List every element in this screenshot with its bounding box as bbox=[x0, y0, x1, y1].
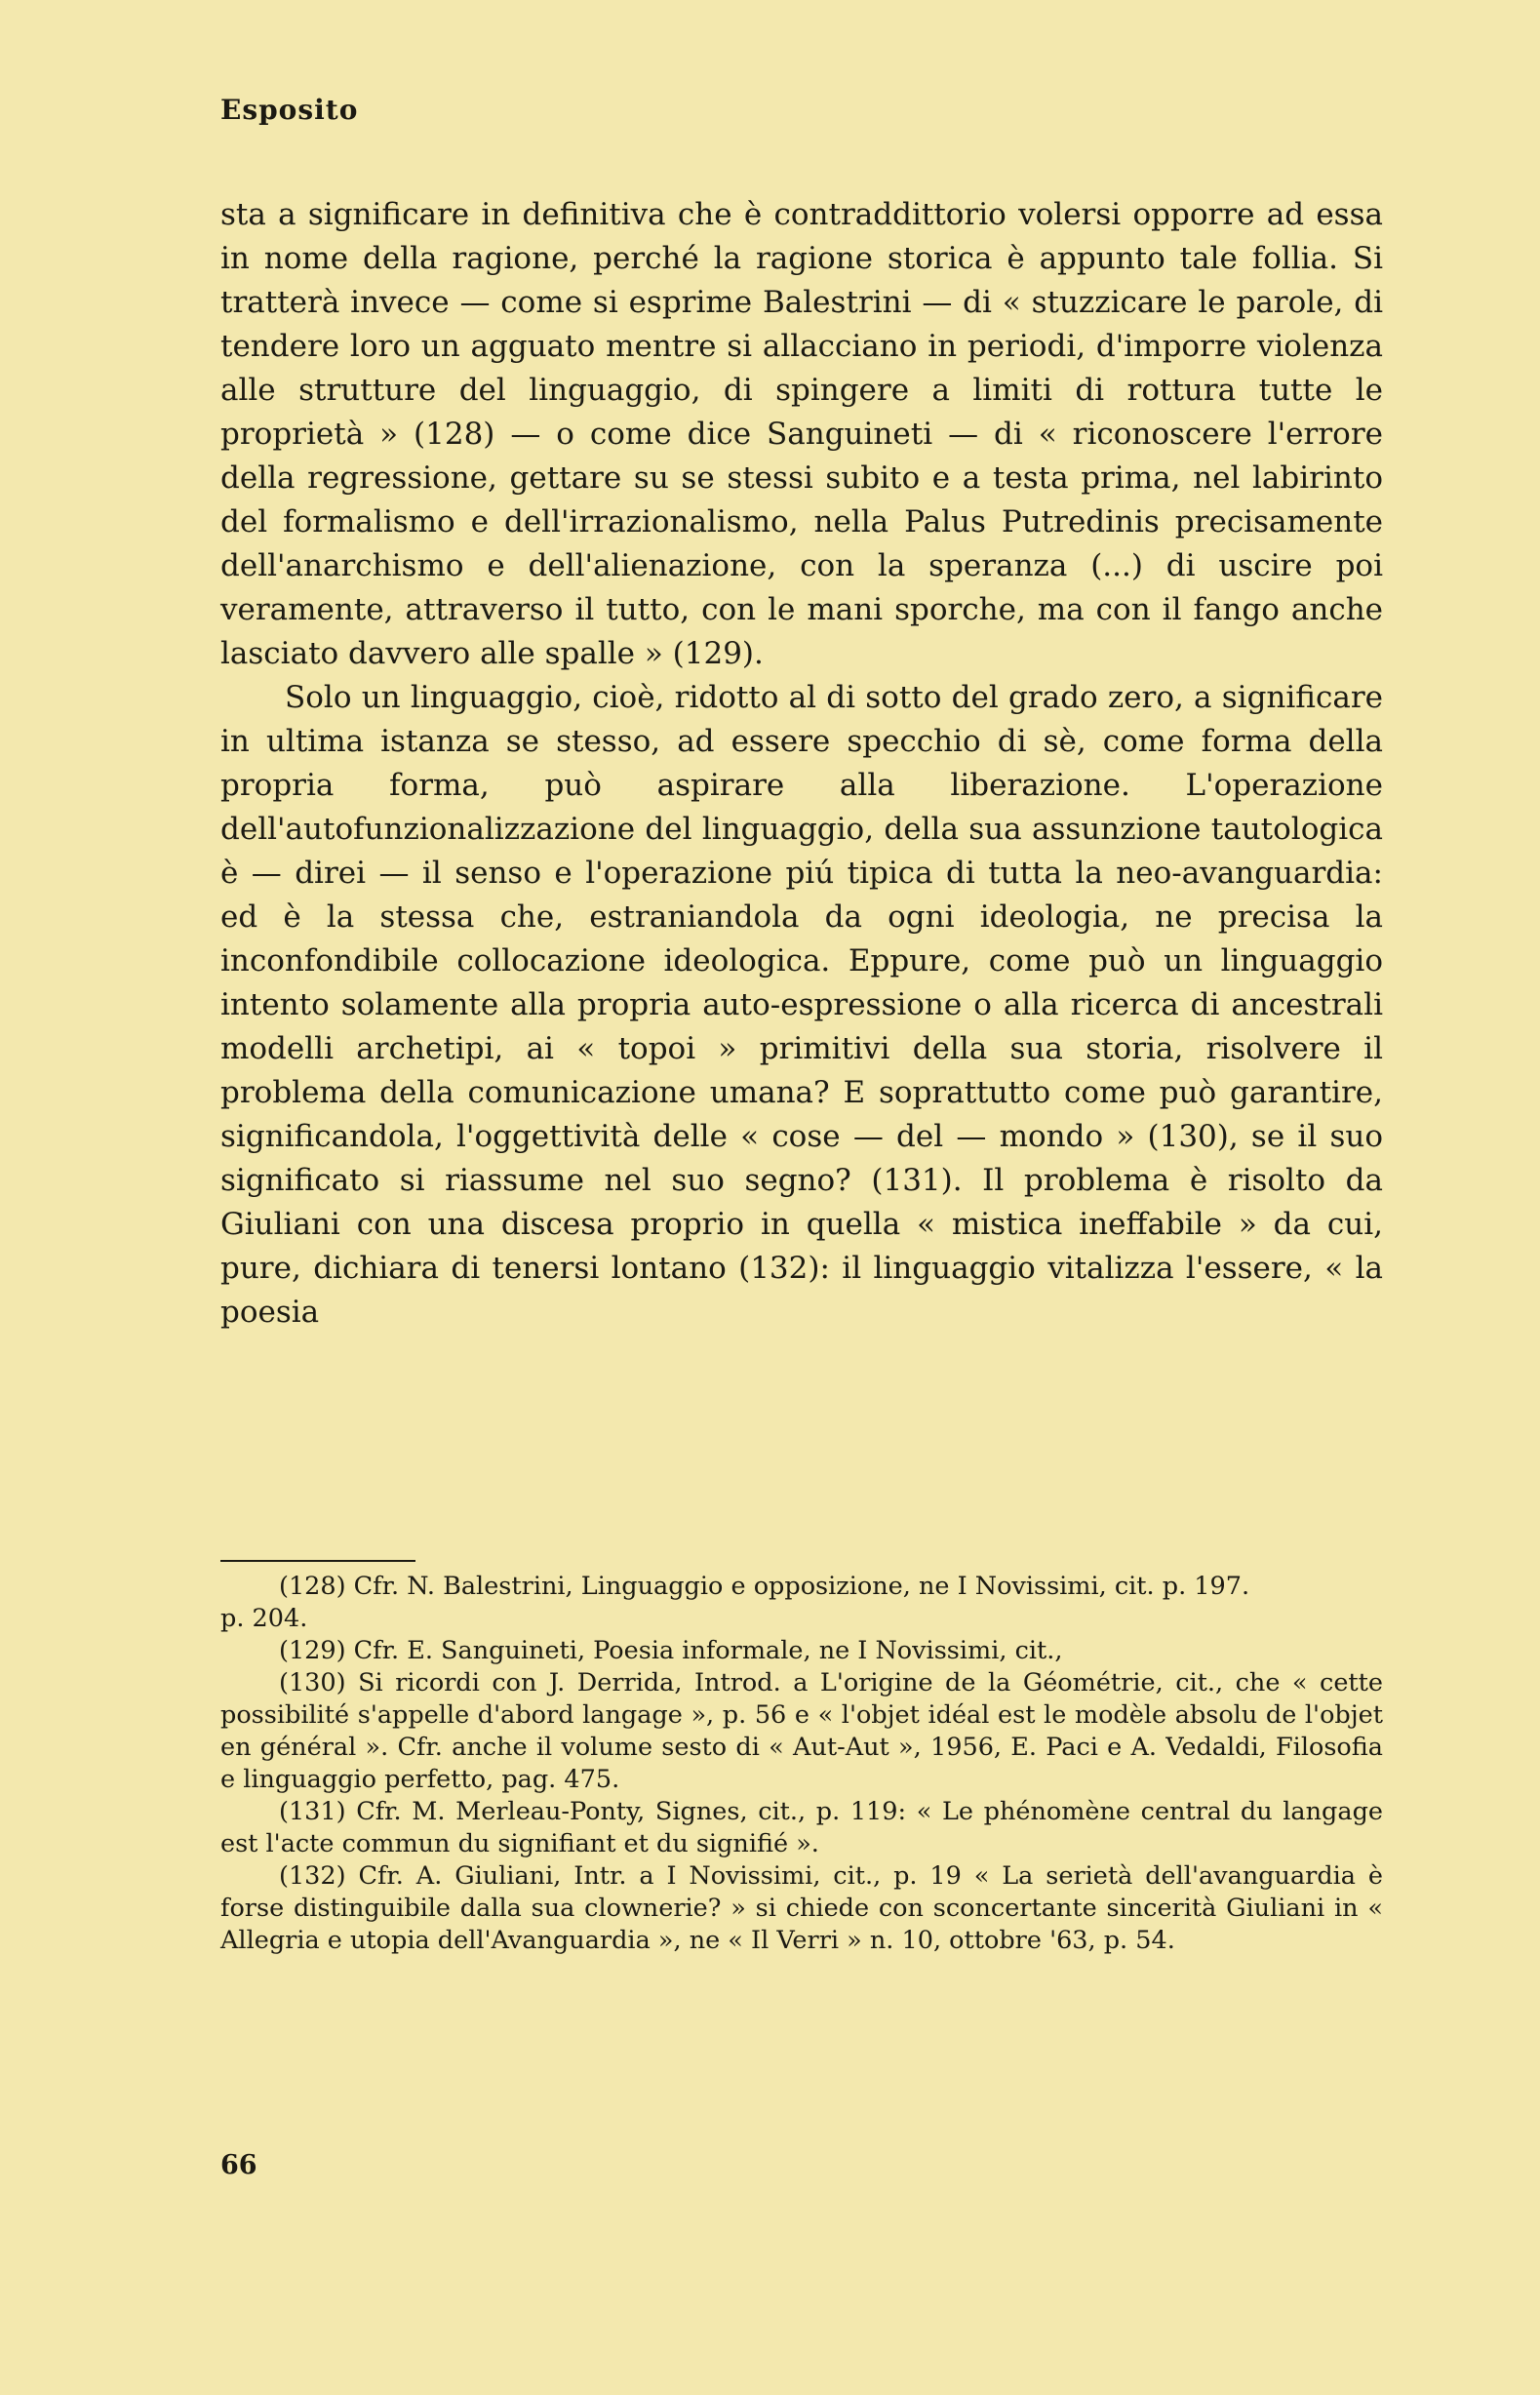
footnote-rule bbox=[220, 1560, 415, 1562]
body-text bbox=[220, 193, 1383, 1335]
body-paragraph-2: Solo un linguaggio, cioè, ridotto al di sotto del grado zero, a significare in ultima istanza se stesso, ad essere specchio di sè, come forma della propria forma, può aspirare alla liberazione. L'operazione dell'autofunzionalizzazione del linguaggio, della sua assunzione tautologica è — direi — il senso e l'operazione piú tipica di tutta la neo-avanguardia: ed è la stessa che, estraniandola da ogni ideologia, ne precisa la inconfondibile collocazione ideologica. Eppure, come può un linguaggio intento solamente alla propria auto-espressione o alla ricerca di ancestrali modelli archetipi, ai « topoi » primitivi della sua storia, risolvere il problema della comunicazione umana? E soprattutto come può garantire, significandola, l'oggettività delle « cose — del — mondo » (130), se il suo significato si riassume nel suo segno? (131). Il problema è risolto da Giuliani con una discesa proprio in quella « mistica ineffabile » da cui, pure, dichiara di tenersi lontano (132): il linguaggio vitalizza l'essere, « la poesia bbox=[220, 680, 1383, 1330]
footnote-page-ref: p. 204. bbox=[220, 1604, 308, 1633]
page-number: 66 bbox=[220, 2150, 257, 2180]
body-paragraph-1: sta a significare in definitiva che è contraddittorio volersi opporre ad essa in nome della ragione, perché la ragione storica è appunto tale follia. Si tratterà invece — come si esprime Balestrini — di « stuzzicare le parole, di tendere loro un agguato mentre si allacciano in periodi, d'imporre violenza alle strutture del linguaggio, di spingere a limiti di rottura tutte le proprietà » (128) — o come dice Sanguineti — di « riconoscere l'errore della regressione, gettare su se stessi subito e a testa prima, nel labirinto del formalismo e dell'irrazionalismo, nella Palus Putredinis precisamente dell'anarchismo e dell'alienazione, con la speranza (...) di uscire poi veramente, attraverso il tutto, con le mani sporche, ma con il fango anche lasciato davvero alle spalle » (129). bbox=[220, 197, 1383, 671]
footnote-129: (129) Cfr. E. Sanguineti, Poesia informale, ne I Novissimi, cit., bbox=[279, 1636, 1063, 1665]
running-head: Esposito bbox=[220, 94, 359, 126]
footnote-130: (130) Si ricordi con J. Derrida, Introd. a L'origine de la Géométrie, cit., che « cette possibilité s'appelle d'abord langage », p. 56 e « l'objet idéal est le modèle absolu de l'objet en général ». Cfr. anche il volume sesto di « Aut-Aut », 1956, E. Paci e A. Vedaldi, Filosofia e linguaggio perfetto, pag. 475. bbox=[220, 1668, 1383, 1794]
footnote-131: (131) Cfr. M. Merleau-Ponty, Signes, cit., p. 119: « Le phénomène central du langage est l'acte commun du signifiant et du signifié ». bbox=[220, 1797, 1383, 1858]
footnote-132: (132) Cfr. A. Giuliani, Intr. a I Novissimi, cit., p. 19 « La serietà dell'avanguardia è forse distinguibile dalla sua clownerie? » si chiede con sconcertante sincerità Giuliani in « Allegria e utopia dell'Avanguardia », ne « Il Verri » n. 10, ottobre '63, p. 54. bbox=[220, 1861, 1383, 1955]
footnotes bbox=[220, 1571, 1383, 1957]
footnote-128: (128) Cfr. N. Balestrini, Linguaggio e opposizione, ne I Novissimi, cit. p. 197. bbox=[279, 1572, 1250, 1601]
